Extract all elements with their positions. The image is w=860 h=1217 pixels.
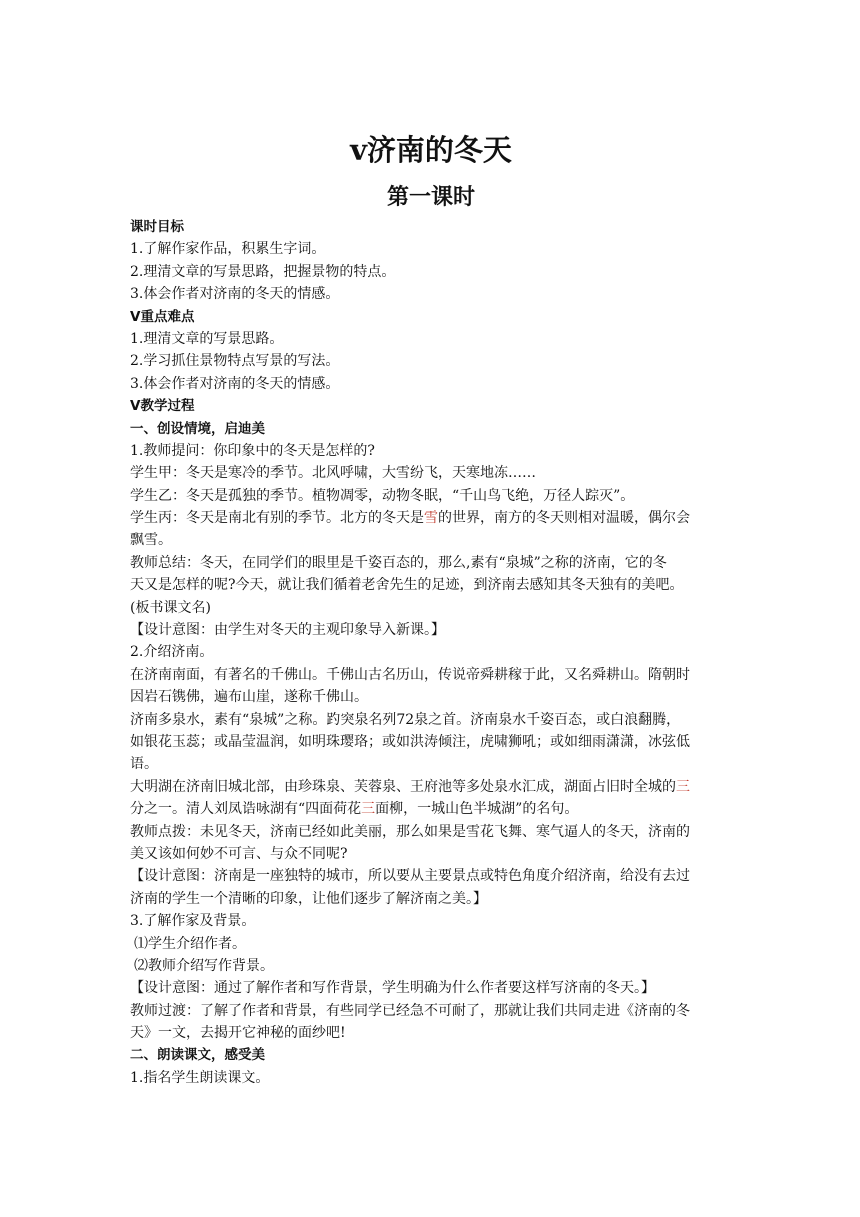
paragraph-line: 语。 — [130, 756, 158, 773]
paragraph-line: 3.了解作家及背景。 — [130, 913, 256, 930]
highlight-text: 三 — [361, 801, 376, 818]
design-intent: 【设计意图：由学生对冬天的主观印象导入新课。】 — [130, 622, 445, 639]
paragraph-line: 2.介绍济南。 — [130, 644, 214, 661]
document-body — [130, 216, 732, 1089]
design-intent: 【设计意图：济南是一座独特的城市，所以要从主要景点或特色角度介绍济南，给没有去过 — [130, 868, 690, 885]
goal-item: 3.体会作者对济南的冬天的情感。 — [130, 286, 340, 303]
design-intent: 【设计意图：通过了解作者和写作背景，学生明确为什么作者要这样写济南的冬天。】 — [130, 980, 655, 997]
paragraph-line: 1.教师提问：你印象中的冬天是怎样的? — [130, 442, 375, 459]
highlight-text: 三 — [676, 778, 690, 795]
key-heading: V重点难点 — [130, 308, 195, 325]
highlight-text: 雪 — [424, 510, 438, 527]
paragraph-line: 天》一文，去揭开它神秘的面纱吧! — [130, 1025, 346, 1042]
page-subtitle: 第一课时 — [386, 184, 475, 210]
paragraph-line: 学生乙：冬天是孤独的季节。植物凋零，动物冬眠，“千山鸟飞绝，万径人踪灭”。 — [130, 487, 635, 504]
text-run: 大明湖在济南旧城北部，由珍珠泉、芙蓉泉、王府池等多处泉水汇成，湖面占旧时全城的 — [130, 778, 676, 795]
goals-heading: 课时目标 — [130, 219, 184, 235]
paragraph-line — [130, 776, 732, 798]
paragraph-line: 美又该如何妙不可言、与众不同呢? — [130, 845, 348, 862]
text-run: 学生丙：冬天是南北有别的季节。北方的冬天是 — [130, 510, 424, 527]
paragraph-line: 济南的学生一个清晰的印象，让他们逐步了解济南之美。】 — [130, 890, 487, 907]
paragraph-line: 济南多泉水，素有“泉城”之称。趵突泉名列72泉之首。济南泉水千姿百态，或白浪翻腾， — [130, 711, 681, 728]
page-title: v济南的冬天 — [350, 133, 512, 167]
paragraph-line: 教师过渡：了解了作者和背景，有些同学已经急不可耐了，那就让我们共同走进《济南的冬 — [130, 1002, 690, 1019]
paragraph-line: (板书课文名) — [130, 599, 211, 616]
paragraph-line: 天又是怎样的呢?今天，就让我们循着老舍先生的足迹，到济南去感知其冬天独有的美吧。 — [130, 577, 684, 594]
paragraph-line: 因岩石镌佛，遍布山崖，遂称千佛山。 — [130, 689, 368, 706]
part1-heading: 一、创设情境，启迪美 — [130, 420, 265, 437]
key-item: 3.体会作者对济南的冬天的情感。 — [130, 375, 340, 392]
goal-item: 1.了解作家作品，积累生字词。 — [130, 241, 326, 258]
process-heading: V教学过程 — [130, 398, 195, 415]
paragraph-line: 学生甲：冬天是寒冷的季节。北风呼啸，大雪纷飞，天寒地冻…… — [130, 465, 536, 482]
paragraph-line: 如银花玉蕊；或晶莹温润，如明珠璎珞；或如洪涛倾注，虎啸狮吼；或如细雨潇潇，冰弦低 — [130, 733, 690, 750]
paragraph-line: ⑵教师介绍写作背景。 — [134, 957, 274, 974]
paragraph-line: 在济南南面，有著名的千佛山。千佛山古名历山，传说帝舜耕稼于此，又名舜耕山。隋朝时 — [130, 666, 690, 683]
part2-heading: 二、朗读课文，感受美 — [130, 1047, 265, 1064]
text-run: 面柳，一城山色半城湖”的名句。 — [375, 801, 579, 818]
paragraph-line: 教师点拨：未见冬天，济南已经如此美丽，那么如果是雪花飞舞、寒气逼人的冬天，济南的 — [130, 823, 690, 840]
text-run: 的世界，南方的冬天则相对温暖，偶尔会 — [438, 510, 690, 527]
paragraph-line — [130, 507, 732, 529]
text-run: 分之一。清人刘凤诰咏湖有“四面荷花 — [130, 801, 362, 818]
paragraph-line: 教师总结：冬天，在同学们的眼里是千姿百态的，那么,素有“泉城”之称的济南，它的冬 — [130, 554, 667, 571]
goal-item: 2.理清文章的写景思路，把握景物的特点。 — [130, 263, 396, 280]
paragraph-line — [130, 798, 732, 820]
paragraph-line: 1.指名学生朗读课文。 — [130, 1069, 270, 1086]
paragraph-line: ⑴学生介绍作者。 — [134, 935, 246, 952]
key-item: 1.理清文章的写景思路。 — [130, 330, 284, 347]
paragraph-line: 飘雪。 — [130, 532, 172, 549]
key-item: 2.学习抓住景物特点写景的写法。 — [130, 353, 340, 370]
